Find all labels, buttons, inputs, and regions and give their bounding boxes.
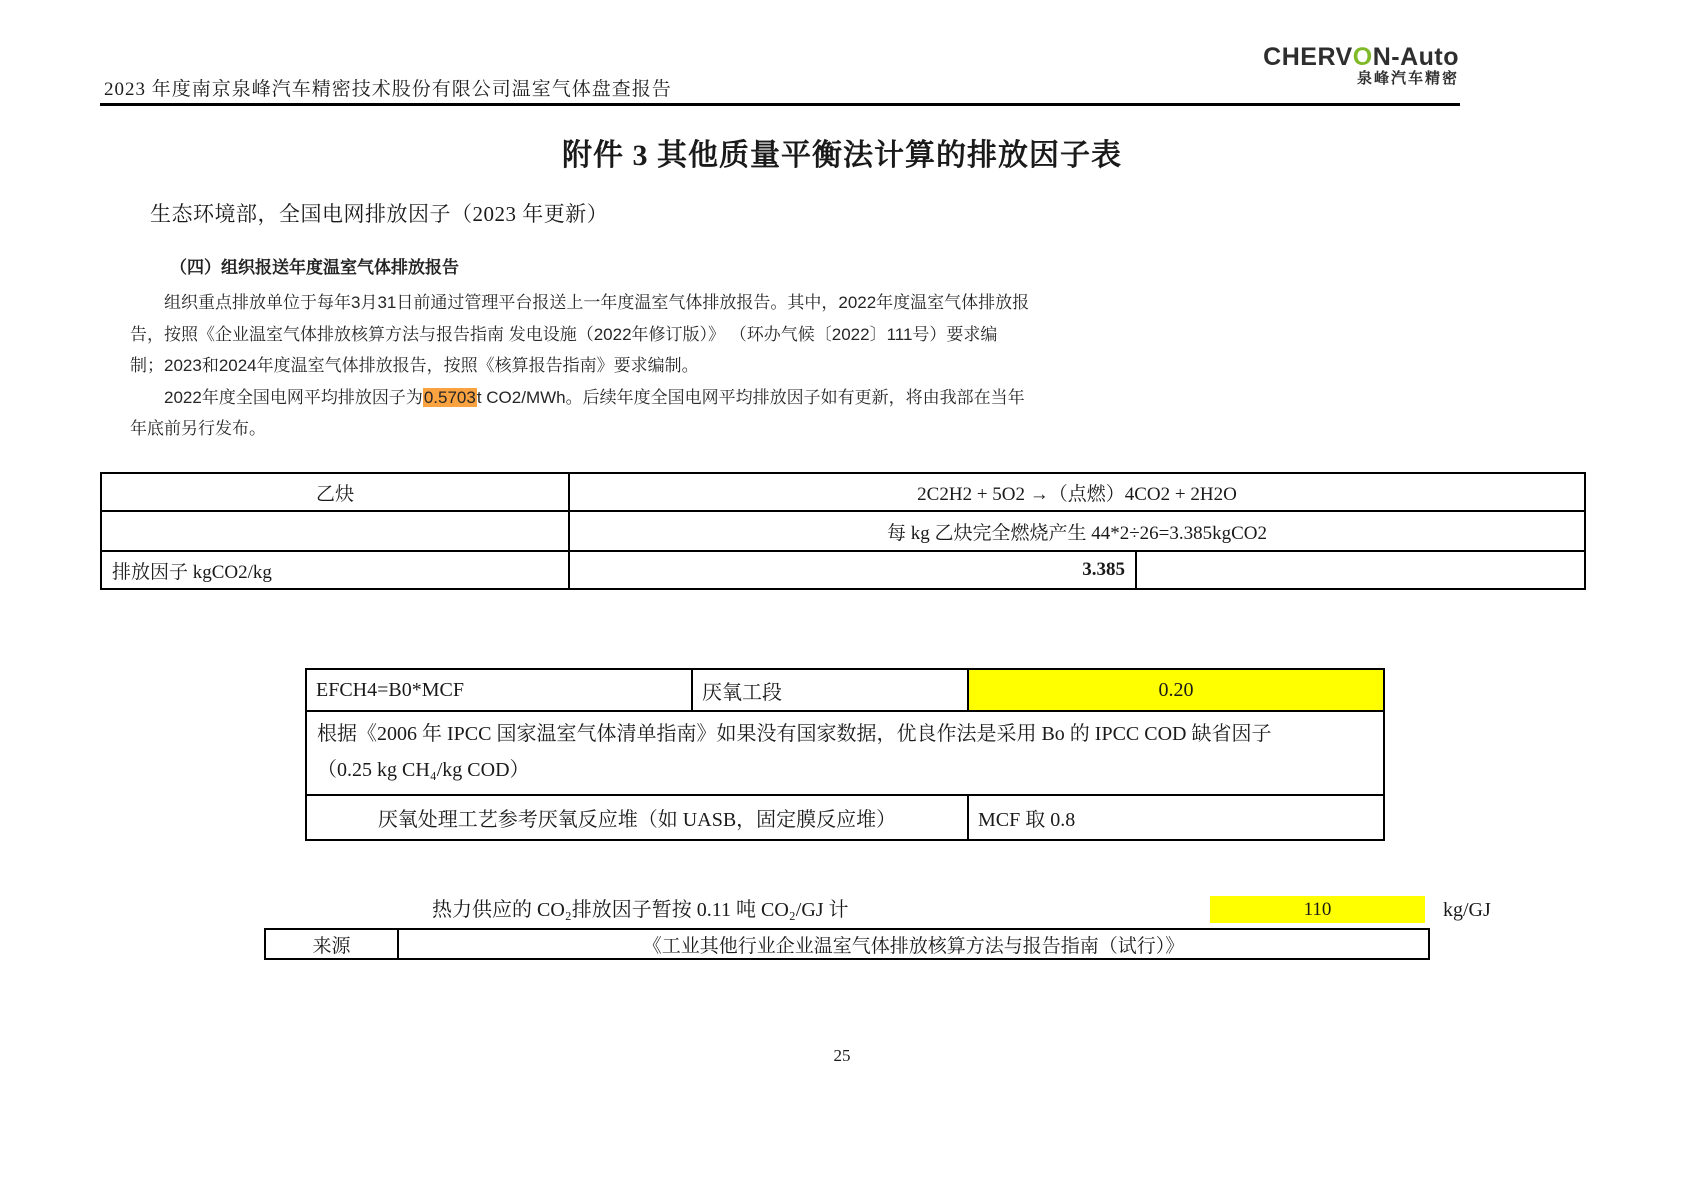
substance-cell: 乙炔 <box>101 473 569 511</box>
excerpt-paragraphs <box>130 287 1050 445</box>
equation-cell: 2C2H2 + 5O2 →（点燃）4CO2 + 2H2O <box>569 473 1585 511</box>
formula-cell: EFCH4=B0*MCF <box>306 669 692 711</box>
ipcc-note-line2: （0.25 kg CH₄/kg COD） <box>317 759 530 781</box>
mcf-note-cell: MCF 取 0.8 <box>968 795 1384 840</box>
heat-factor-unit: kg/GJ <box>1443 899 1491 921</box>
empty-cell <box>1136 551 1585 589</box>
table-row <box>265 929 1429 959</box>
page-title: 附件 3 其他质量平衡法计算的排放因子表 <box>562 139 1122 172</box>
grid-factor-intro: 生态环境部，全国电网排放因子（2023 年更新） <box>150 202 609 226</box>
ef-value-cell: 0.20 <box>968 669 1384 711</box>
ipcc-note-line1: 根据《2006 年 IPCC 国家温室气体清单指南》如果没有国家数据，优良作法是采用 Bo 的 IPCC COD 缺省因子 <box>317 723 1272 745</box>
factor-label-cell: 排放因子 kgCO2/kg <box>101 551 569 589</box>
source-value-cell: 《工业其他行业企业温室气体排放核算方法与报告指南（试行）》 <box>398 929 1429 959</box>
chervon-auto-logo <box>1263 44 1459 87</box>
grid-factor-highlighted-value: 0.5703 <box>423 387 476 407</box>
logo-subtitle: 泉峰汽车精密 <box>1356 70 1459 87</box>
source-label-cell: 来源 <box>265 929 398 959</box>
header-divider-line <box>100 103 1460 106</box>
stage-cell: 厌氧工段 <box>692 669 968 711</box>
logo-green-o-icon: O <box>1352 43 1373 71</box>
factor-value-cell: 3.385 <box>569 551 1136 589</box>
table-row <box>306 711 1384 795</box>
heat-factor-text: 热力供应的 CO₂排放因子暂按 0.11 吨 CO₂/GJ 计 <box>432 899 849 921</box>
acetylene-emission-factor-table <box>100 472 1586 590</box>
section-heading: （四）组织报送年度温室气体排放报告 <box>170 258 459 277</box>
heat-factor-highlighted-value: 110 <box>1210 896 1425 923</box>
paragraph-line <box>130 382 1050 414</box>
table-row <box>101 511 1585 551</box>
grid-factor-text-before: 2022年度全国电网平均排放因子为 <box>164 387 423 407</box>
table-row <box>101 473 1585 511</box>
logo-wordmark <box>1263 44 1459 70</box>
logo-text-post: N-Auto <box>1372 43 1459 71</box>
empty-cell <box>101 511 569 551</box>
methane-emission-factor-table <box>305 668 1385 841</box>
paragraph-line: 组织重点排放单位于每年3月31日前通过管理平台报送上一年度温室气体排放报告。其中，2022年度温室气体排放报 <box>164 293 1030 312</box>
process-note-cell: 厌氧处理工艺参考厌氧反应堆（如 UASB，固定膜反应堆） <box>306 795 968 840</box>
combustion-note-cell: 每 kg 乙炔完全燃烧产生 44*2÷26=3.385kgCO2 <box>569 511 1585 551</box>
table-row <box>101 551 1585 589</box>
grid-factor-text-after: t CO2/MWh。后续年度全国电网平均排放因子如有更新，将由我部在当年 <box>476 387 1025 407</box>
paragraph-line: 告，按照《企业温室气体排放核算方法与报告指南 发电设施（2022年修订版）》 （环办气候〔2022〕111号）要求编 <box>130 324 998 344</box>
ipcc-note-cell <box>306 711 1384 795</box>
table-row <box>306 795 1384 840</box>
table-row <box>306 669 1384 711</box>
paragraph-line: 制；2023和2024年度温室气体排放报告，按照《核算报告指南》要求编制。 <box>130 356 699 376</box>
logo-text-pre: CHERV <box>1263 43 1353 71</box>
document-header-title: 2023 年度南京泉峰汽车精密技术股份有限公司温室气体盘查报告 <box>104 79 672 100</box>
paragraph-line: 年底前另行发布。 <box>130 419 266 439</box>
page-number: 25 <box>833 1046 851 1065</box>
source-table <box>264 928 1430 960</box>
